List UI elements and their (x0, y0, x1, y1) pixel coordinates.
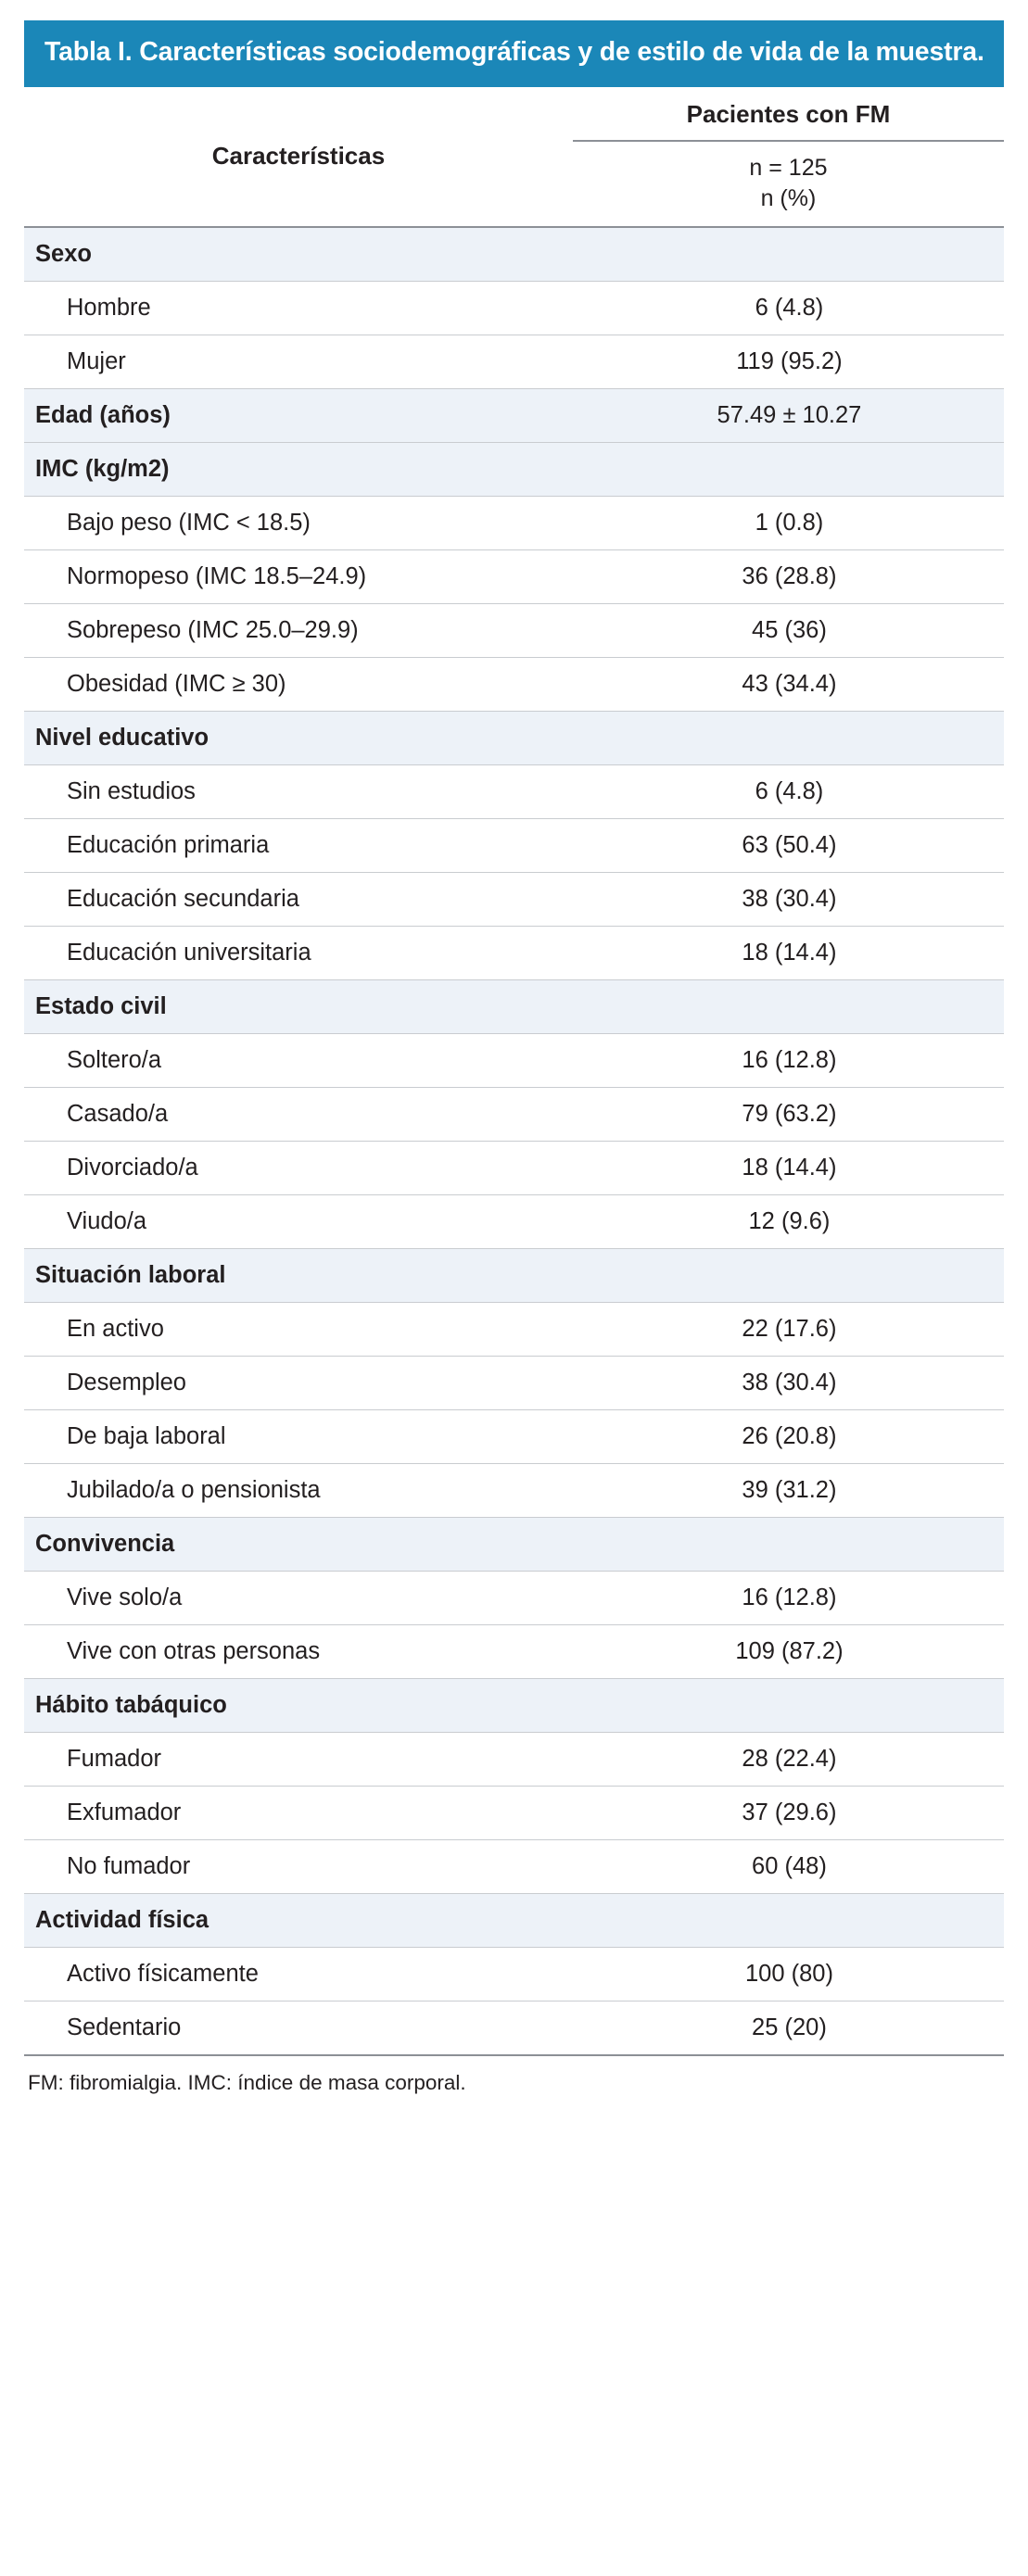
row-value: 16 (12.8) (573, 1572, 1004, 1625)
sociodemographic-table (24, 87, 1004, 2057)
row-value: 37 (29.6) (573, 1787, 1004, 1840)
row-value: 79 (63.2) (573, 1088, 1004, 1142)
row-value: 6 (4.8) (573, 282, 1004, 335)
row-label: Casado/a (24, 1088, 573, 1142)
row-group-label: Hábito tabáquico (24, 1679, 573, 1733)
row-label: Sedentario (24, 2001, 573, 2056)
table-row (24, 873, 1004, 927)
row-value: 43 (34.4) (573, 658, 1004, 712)
table-row (24, 1249, 1004, 1303)
table-row (24, 1733, 1004, 1787)
row-value (573, 980, 1004, 1034)
row-label: Jubilado/a o pensionista (24, 1464, 573, 1518)
row-label: Vive con otras personas (24, 1625, 573, 1679)
row-value (573, 443, 1004, 497)
row-label: Viudo/a (24, 1195, 573, 1249)
row-label: Sobrepeso (IMC 25.0–29.9) (24, 604, 573, 658)
column-header-patients (573, 87, 1004, 228)
table-row (24, 604, 1004, 658)
row-group-label: Estado civil (24, 980, 573, 1034)
row-group-label: Edad (años) (24, 389, 573, 443)
table-row (24, 1518, 1004, 1572)
row-label: Soltero/a (24, 1034, 573, 1088)
row-value (573, 1894, 1004, 1948)
row-value: 45 (36) (573, 604, 1004, 658)
table-row (24, 819, 1004, 873)
row-label: De baja laboral (24, 1410, 573, 1464)
table-row (24, 1088, 1004, 1142)
table-caption: Tabla I. Características sociodemográficas y de estilo de vida de la muestra. (24, 20, 1004, 87)
table-row (24, 1840, 1004, 1894)
column-header-n-percent: n (%) (760, 185, 817, 212)
row-value: 25 (20) (573, 2001, 1004, 2056)
table-body (24, 87, 1004, 2056)
row-value: 12 (9.6) (573, 1195, 1004, 1249)
row-label: Educación secundaria (24, 873, 573, 927)
row-value (573, 1249, 1004, 1303)
table-row (24, 2001, 1004, 2056)
table-row (24, 443, 1004, 497)
row-label: Mujer (24, 335, 573, 389)
row-group-label: IMC (kg/m2) (24, 443, 573, 497)
row-value: 109 (87.2) (573, 1625, 1004, 1679)
table-row (24, 389, 1004, 443)
row-label: En activo (24, 1303, 573, 1357)
row-value: 22 (17.6) (573, 1303, 1004, 1357)
table-row (24, 1357, 1004, 1410)
table-row (24, 550, 1004, 604)
row-label: Obesidad (IMC ≥ 30) (24, 658, 573, 712)
row-label: Exfumador (24, 1787, 573, 1840)
column-header-patients-sub (573, 142, 1004, 227)
row-value: 1 (0.8) (573, 497, 1004, 550)
row-value (573, 227, 1004, 282)
table-row (24, 227, 1004, 282)
table-row (24, 335, 1004, 389)
row-value: 28 (22.4) (573, 1733, 1004, 1787)
row-label: Hombre (24, 282, 573, 335)
table-row (24, 1464, 1004, 1518)
row-value: 26 (20.8) (573, 1410, 1004, 1464)
row-group-label: Actividad física (24, 1894, 573, 1948)
table-row (24, 1142, 1004, 1195)
row-label: Bajo peso (IMC < 18.5) (24, 497, 573, 550)
table-header-row (24, 87, 1004, 228)
row-value: 100 (80) (573, 1948, 1004, 2001)
row-label: Divorciado/a (24, 1142, 573, 1195)
row-label: Normopeso (IMC 18.5–24.9) (24, 550, 573, 604)
row-value (573, 1518, 1004, 1572)
table-row (24, 1948, 1004, 2001)
row-group-label: Nivel educativo (24, 712, 573, 765)
row-value (573, 1679, 1004, 1733)
row-label: Educación primaria (24, 819, 573, 873)
row-label: Educación universitaria (24, 927, 573, 980)
row-label: Desempleo (24, 1357, 573, 1410)
row-value: 57.49 ± 10.27 (573, 389, 1004, 443)
table-row (24, 1034, 1004, 1088)
row-value: 39 (31.2) (573, 1464, 1004, 1518)
row-value: 18 (14.4) (573, 927, 1004, 980)
table-row (24, 980, 1004, 1034)
table-row (24, 1572, 1004, 1625)
row-label: Vive solo/a (24, 1572, 573, 1625)
table-row (24, 1894, 1004, 1948)
column-header-characteristics: Características (24, 87, 573, 228)
table-row (24, 658, 1004, 712)
row-group-label: Sexo (24, 227, 573, 282)
table-row (24, 712, 1004, 765)
table-row (24, 1410, 1004, 1464)
table-row (24, 1787, 1004, 1840)
row-value: 60 (48) (573, 1840, 1004, 1894)
table-row (24, 497, 1004, 550)
row-group-label: Convivencia (24, 1518, 573, 1572)
row-value: 38 (30.4) (573, 1357, 1004, 1410)
table-row (24, 1195, 1004, 1249)
column-header-patients-title: Pacientes con FM (573, 87, 1004, 142)
row-value: 119 (95.2) (573, 335, 1004, 389)
table-row (24, 282, 1004, 335)
row-label: Sin estudios (24, 765, 573, 819)
row-value: 16 (12.8) (573, 1034, 1004, 1088)
row-label: No fumador (24, 1840, 573, 1894)
row-value: 6 (4.8) (573, 765, 1004, 819)
column-header-n-total: n = 125 (749, 154, 828, 181)
table-footnote: FM: fibromialgia. IMC: índice de masa corporal. (28, 2071, 466, 2095)
table-row (24, 1625, 1004, 1679)
row-value: 18 (14.4) (573, 1142, 1004, 1195)
row-label: Activo físicamente (24, 1948, 573, 2001)
row-value: 38 (30.4) (573, 873, 1004, 927)
row-label: Fumador (24, 1733, 573, 1787)
row-value: 63 (50.4) (573, 819, 1004, 873)
table-row (24, 927, 1004, 980)
table-row (24, 765, 1004, 819)
table-row (24, 1303, 1004, 1357)
row-value: 36 (28.8) (573, 550, 1004, 604)
table-row (24, 1679, 1004, 1733)
row-value (573, 712, 1004, 765)
row-group-label: Situación laboral (24, 1249, 573, 1303)
